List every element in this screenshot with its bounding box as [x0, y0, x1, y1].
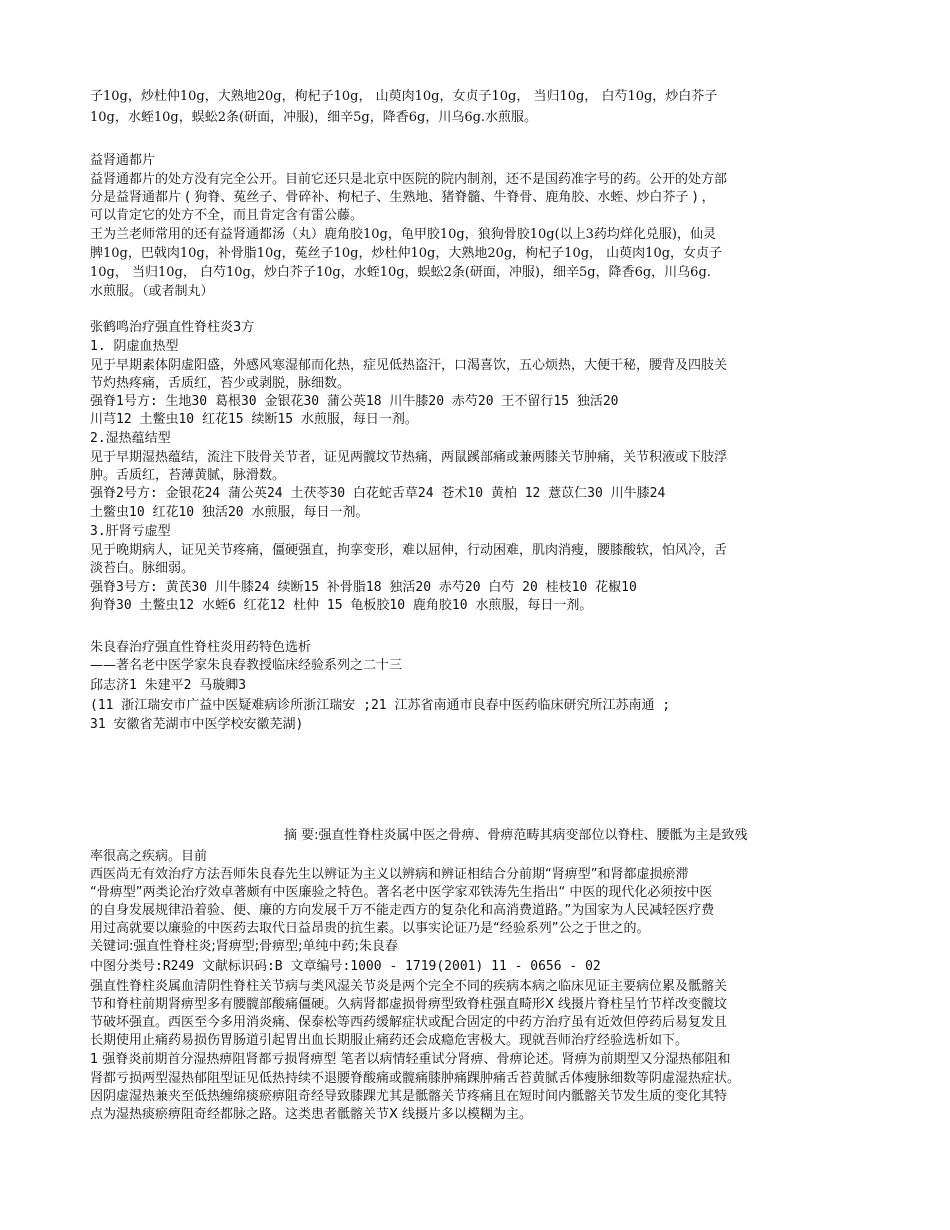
text-line: 强直性脊柱炎属血清阴性脊柱关节病与类风湿关节炎是两个完全不同的疾病本病之临床见证主要病位累及骶髂关	[90, 979, 728, 994]
text-line: 益肾通都片的处方没有完全公开。目前它还只是北京中医院的院内制剂，还不是国药准字号的药。公开的处方部	[90, 172, 728, 187]
text-line: 水煎服。（或者制丸）	[90, 284, 214, 299]
text-line: 节灼热疼痛，舌质红，苔少或剥脱，脉细数。	[90, 376, 351, 391]
text-line: 西医尚无有效治疗方法吾师朱良春先生以辨证为主义以辨病和辨证相结合分前期“肾痹型”和肾都虚损瘀滞	[90, 867, 689, 882]
keywords-line: 关键词:强直性脊柱炎;肾痹型;骨痹型;单纯中药;朱良春	[90, 939, 398, 954]
text-line: 可以肯定它的处方不全，而且肯定含有雷公藤。	[90, 208, 364, 223]
abstract-heading-line: 摘 要:强直性脊柱炎属中医之骨痹、骨痹范畴其病变部位以脊柱、腰骶为主是致残	[284, 828, 748, 843]
subheading: 1. 阴虚血热型	[90, 339, 179, 354]
text-line: 长期使用止痛药易损伤胃肠道引起胃出血长期服止痛药还会成瘾危害极大。现就吾师治疗经验选析如下。	[90, 1033, 689, 1048]
text-line: 王为兰老师常用的还有益肾通都汤（丸）鹿角胶10g，龟甲胶10g，狼狗骨胶10g(以上3药均烊化兑服)，仙灵	[90, 227, 717, 242]
text-line: 10g， 当归10g， 白芍10g，炒白芥子10g，水蛭10g，蜈蚣2条(研面，冲服)，细辛5g，降香6g，川乌6g.	[90, 265, 711, 280]
prescription-line: 强脊2号方: 金银花24 蒲公英24 土茯苓30 白花蛇舌草24 苍术10 黄柏 12 薏苡仁30 川牛膝24	[90, 486, 666, 501]
section-title: 益肾通都片	[90, 153, 156, 168]
text-line: 分是益肾通都片 ( 狗脊、菟丝子、骨碎补、枸杞子、生熟地、猪脊髓、牛脊骨、鹿角胶、水蛭、炒白芥子 ) ，	[90, 190, 715, 205]
text-line: 用过高就要以廉验的中医药去取代日益昂贵的抗生素。以事实论证乃是“经验系列”公之于世之的。	[90, 921, 650, 936]
text-line: 率很高之疾病。目前	[90, 849, 208, 864]
article-subtitle: ——著名老中医学家朱良春教授临床经验系列之二十三	[90, 658, 403, 673]
text-line: 肿。舌质红，苔薄黄腻，脉滑数。	[90, 468, 286, 483]
text-line: 点为湿热痰瘀痹阻奇经都脉之路。这类患者骶髂关节X 线摄片多以模糊为主。	[90, 1107, 533, 1122]
article-title: 朱良春治疗强直性脊柱炎用药特色选析	[90, 640, 312, 655]
prescription-line: 强脊3号方: 黄芪30 川牛膝24 续断15 补骨脂18 独活20 赤芍20 白芍 20 桂枝10 花椒10	[90, 580, 637, 595]
text-line: 淡苔白。脉细弱。	[90, 561, 195, 576]
article-affiliation: 31 安徽省芜湖市中医学校安徽芜湖)	[90, 717, 304, 732]
subheading: 3.肝肾亏虚型	[90, 524, 171, 539]
text-line: 见于早期湿热蕴结，流注下肢骨关节者，证见两髋坟节热痛，两鼠蹊部痛或兼两膝关节肿痛，关节积液或下肢浮	[90, 450, 728, 465]
text-line: 节和脊柱前期肾痹型多有腰髋部酸痛僵硬。久病肾都虚损骨痹型致脊柱强直畸形X 线摄片脊柱呈竹节样改变髋坟	[90, 997, 728, 1012]
text-line: 节破坏强直。西医至今多用消炎痛、保泰松等西药缓解症状或配合固定的中药方治疗虽有近效但停药后易复发且	[90, 1015, 728, 1030]
text-line: 子10g，炒杜仲10g，大熟地20g，枸杞子10g， 山萸肉10g，女贞子10g， 当归10g， 白芍10g，炒白芥子	[90, 89, 718, 104]
text-line: 的自身发展规律沿着验、便、廉的方向发展千万不能走西方的复杂化和高消费道路。”为国家为人民减轻医疗费	[90, 903, 715, 918]
article-authors: 邱志济1 朱建平2 马璇卿3	[90, 678, 247, 693]
text-line: 见于晚期病人，证见关节疼痛，僵硬强直，拘挛变形，难以屈伸，行动困难，肌肉消瘦，腰膝酸软，怕风冷，舌	[90, 543, 728, 558]
prescription-line: 强脊1号方: 生地30 葛根30 金银花30 蒲公英18 川牛膝20 赤芍20 王不留行15 独活20	[90, 394, 619, 409]
prescription-line: 土鳖虫10 红花10 独活20 水煎服，每日一剂。	[90, 505, 369, 520]
prescription-line: 川芎12 土鳖虫10 红花15 续断15 水煎服，每日一剂。	[90, 412, 418, 427]
classification-line: 中图分类号:R249 文献标识码:B 文章编号:1000 - 1719(2001) 11 - 0656 - 02	[90, 959, 601, 974]
text-line: 见于早期素体阴虚阳盛，外感风寒湿郁而化热，症见低热盗汗，口渴喜饮，五心烦热，大便干秘，腰背及四肢关	[90, 358, 728, 373]
text-line: 脾10g，巴戟肉10g，补骨脂10g，菟丝子10g，炒杜仲10g，大熟地20g，枸杞子10g， 山萸肉10g，女贞子	[90, 246, 723, 261]
section-title: 张鹤鸣治疗强直性脊柱炎3方	[90, 320, 255, 335]
text-line: 10g，水蛭10g，蜈蚣2条(研面，冲服)，细辛5g，降香6g，川乌6g.水煎服。	[90, 110, 538, 125]
article-affiliation: (11 浙江瑞安市广益中医疑难病诊所浙江瑞安 ;21 江苏省南通市良春中医药临床研究所江苏南通 ;	[90, 698, 671, 713]
text-line: 肾都亏损两型湿热郁阻型证见低热持续不退腰脊酸痛或髋痛膝肿痛踝肿痛舌苔黄腻舌体瘦脉细数等阴虚湿热症状。	[90, 1071, 741, 1086]
subheading: 2.湿热蕴结型	[90, 431, 171, 446]
text-line: 1 强脊炎前期首分湿热痹阻肾都亏损肾痹型 笔者以病情轻重试分肾痹、骨痹论述。肾痹为前期型又分湿热郁阻和	[90, 1052, 731, 1067]
text-line: “骨痹型”两类论治疗效卓著颇有中医廉验之特色。著名老中医学家邓铁涛先生指出“ 中医的现代化必须按中医	[90, 885, 713, 900]
prescription-line: 狗脊30 土鳖虫12 水蛭6 红花12 杜仲 15 龟板胶10 鹿角胶10 水煎服，每日一剂。	[90, 598, 593, 613]
text-line: 因阴虚湿热兼夹至低热缠绵痰瘀痹阻奇经导致膝踝尤其是骶髂关节疼痛且在短时间内骶髂关节发生质的变化其特	[90, 1089, 728, 1104]
